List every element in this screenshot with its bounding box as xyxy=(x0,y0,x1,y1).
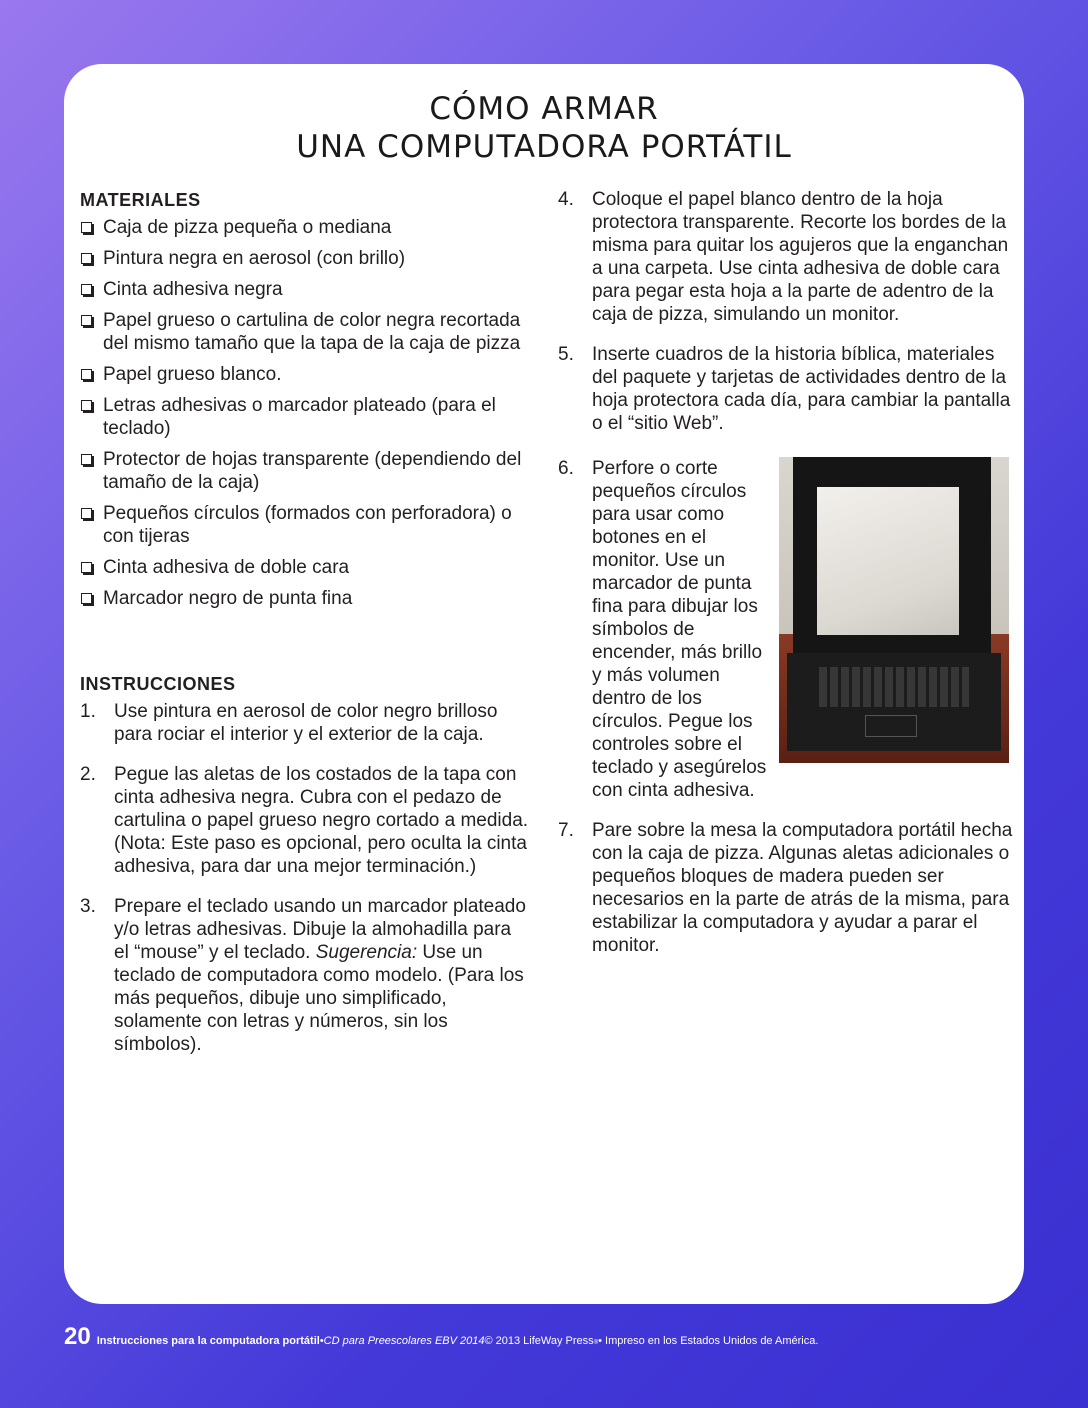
checkbox-icon xyxy=(81,562,92,573)
step-6: 6. Perfore o corte pequeños círculos para usar como botones en el monitor. Use un marcador de punta fina para dibujar los símbolos de encender, más brillo y más volumen dentro de los círculos. Pegue los controles sobre el teclado y asegúrelos con cinta adhesiva. xyxy=(558,457,1013,802)
material-item: Protector de hojas transparente (dependiendo del tamaño de la caja) xyxy=(80,448,530,494)
instructions-list-left xyxy=(80,700,530,1056)
step-2: 2. Pegue las aletas de los costados de la tapa con cinta adhesiva negra. Cubra con el pedazo de cartulina o papel grueso negro cortado a medida. (Nota: Este paso es opcional, pero oculta la cinta adhesiva, para dar una mejor terminación.) xyxy=(80,764,529,877)
footer-doc-title: Instrucciones para la computadora portátil xyxy=(96,1335,320,1347)
step-3: 3. Prepare el teclado usando un marcador plateado y/o letras adhesivas. Dibuje la almohadilla para el “mouse” y el teclado. Sugerencia: Use un teclado de computadora como modelo. (Para los más pequeños, dibuje uno simplificado, solamente con letras y números, sin los símbolos). xyxy=(80,896,526,1055)
step-1: 1. Use pintura en aerosol de color negro brilloso para rociar el interior y el exterior de la caja. xyxy=(80,701,498,745)
checkbox-icon xyxy=(81,400,92,411)
left-column xyxy=(80,188,530,1073)
instructions-list-right xyxy=(558,188,1013,957)
photo-touchpad xyxy=(865,715,917,737)
instructions-heading: INSTRUCCIONES xyxy=(80,674,236,694)
material-item: Pequeños círculos (formados con perforadora) o con tijeras xyxy=(80,502,530,548)
page-number: 20 xyxy=(64,1323,91,1350)
materials-list xyxy=(80,216,530,610)
step-4: 4. Coloque el papel blanco dentro de la hoja protectora transparente. Recorte los bordes de la misma para quitar los agujeros que la enganchan a una carpeta. Use cinta adhesiva de doble cara para pegar esta hoja a la parte de adentro de la caja de pizza, simulando un monitor. xyxy=(558,189,1009,325)
material-item: Pintura negra en aerosol (con brillo) xyxy=(80,247,530,270)
checkbox-icon xyxy=(81,369,92,380)
material-item: Papel grueso o cartulina de color negra recortada del mismo tamaño que la tapa de la caja de pizza xyxy=(80,309,530,355)
photo-laptop-screen xyxy=(817,487,959,635)
title-line-2: UNA COMPUTADORA PORTÁTIL xyxy=(296,129,792,165)
tip-label: Sugerencia: xyxy=(315,942,418,963)
checkbox-icon xyxy=(81,222,92,233)
right-column xyxy=(558,188,1013,974)
checkbox-icon xyxy=(81,253,92,264)
materials-heading: MATERIALES xyxy=(80,190,201,210)
title-line-1: CÓMO ARMAR xyxy=(429,91,659,127)
material-item: Cinta adhesiva negra xyxy=(80,278,530,301)
step-5: 5. Inserte cuadros de la historia bíblica, materiales del paquete y tarjetas de actividades dentro de la hoja protectora cada día, para cambiar la pantalla o el “sitio Web”. xyxy=(558,344,1011,434)
step-7: 7. Pare sobre la mesa la computadora portátil hecha con la caja de pizza. Algunas aletas adicionales o pequeños bloques de madera pueden ser necesarios en la parte de atrás de la misma, para estabilizar la computadora y ayudar a parar el monitor. xyxy=(558,820,1013,956)
material-item: Caja de pizza pequeña o mediana xyxy=(80,216,530,239)
footer-copyright: © 2013 LifeWay Press xyxy=(484,1335,594,1347)
material-item: Letras adhesivas o marcador plateado (para el teclado) xyxy=(80,394,530,440)
checkbox-icon xyxy=(81,454,92,465)
page-title xyxy=(64,90,1024,166)
checkbox-icon xyxy=(81,284,92,295)
material-item: Marcador negro de punta fina xyxy=(80,587,530,610)
footer-product: CD para Preescolares EBV 2014 xyxy=(323,1335,485,1347)
checkbox-icon xyxy=(81,315,92,326)
checkbox-icon xyxy=(81,593,92,604)
photo-keyboard xyxy=(819,667,969,707)
footer-printed: • Impreso en los Estados Unidos de América. xyxy=(598,1335,819,1347)
material-item: Cinta adhesiva de doble cara xyxy=(80,556,530,579)
laptop-photo xyxy=(779,457,1009,763)
material-item: Papel grueso blanco. xyxy=(80,363,530,386)
page-footer: 20 Instrucciones para la computadora portátil • CD para Preescolares EBV 2014 © 2013 LifeWay Press ® • Impreso en los Estados Unidos de América. xyxy=(64,1323,819,1350)
checkbox-icon xyxy=(81,508,92,519)
